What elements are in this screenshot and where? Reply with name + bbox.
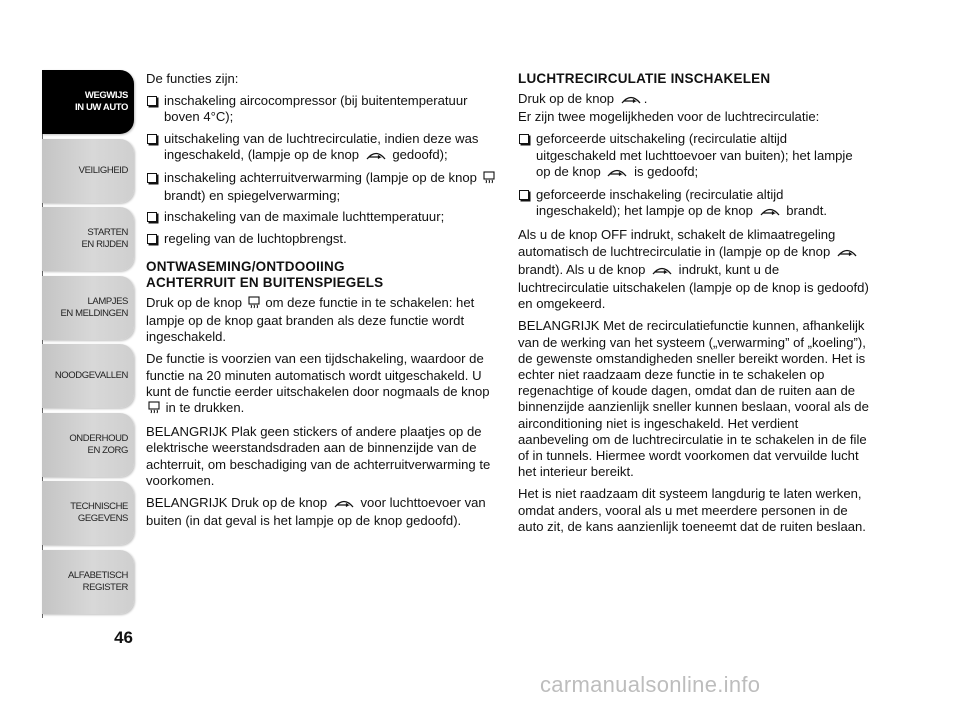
list-item: regeling van de luchtopbrengst. [146, 231, 498, 247]
tab-onderhoud[interactable]: ONDERHOUD EN ZORG [42, 413, 134, 477]
list-item: geforceerde inschakeling (recirculatie altijd ingeschakeld); het lampje op de knop brandt. [518, 187, 870, 221]
recirculation-icon [759, 205, 781, 221]
rear-defrost-icon [148, 401, 160, 418]
paragraph: Het is niet raadzaam dit systeem langdurig te laten werken, omdat anders, vooral als u met meerdere personen in de auto zit, de kans aanzienlijk toeneemt dat de ruiten beslaan. [518, 486, 866, 534]
paragraph: De functie is voorzien van een tijdschakeling, waardoor de functie na 20 minuten automatisch wordt uitgeschakeld. U kunt de functie eerder uitschakelen door nogmaals de knop in te drukken. [146, 351, 498, 418]
function-list [146, 93, 498, 247]
paragraph: Er zijn twee mogelijkheden voor de luchtrecirculatie: [518, 109, 820, 125]
chapter-tabs [42, 70, 134, 618]
list-item: inschakeling van de maximale luchttemperatuur; [146, 209, 498, 225]
paragraph: BELANGRIJK Druk op de knop voor luchttoevoer van buiten (in dat geval is het lampje op de knop gedoofd). [146, 495, 486, 529]
list-item: geforceerde uitschakeling (recirculatie altijd uitgeschakeld met luchttoevoer van buiten); het lampje op de knop is gedoofd; [518, 131, 870, 182]
recirculation-icon [651, 264, 673, 280]
list-item: inschakeling achterruitverwarming (lampje op de knop brandt) en spiegelverwarming; [146, 170, 498, 204]
rear-defrost-icon [483, 171, 495, 188]
section-heading-defrost: ONTWASEMING/ONTDOOIING ACHTERRUIT EN BUITENSPIEGELS [146, 258, 384, 290]
tab-veiligheid[interactable]: VEILIGHEID [42, 139, 134, 203]
paragraph: BELANGRIJK Plak geen stickers of andere plaatjes op de elektrische weerstandsdraden aan de binnenzijde van de achterruit, om beschadiging van de achterruitverwarming te voorkomen. [146, 424, 491, 488]
recirculation-icon [606, 166, 628, 182]
paragraph: Als u de knop OFF indrukt, schakelt de klimaatregeling automatisch de luchtrecirculatie in (lampje op de knop brandt). Als u de knop indrukt, kunt u de luchtrecirculatie uitschakelen (lampje op de knop is gedoofd) en omgekeerd. [518, 227, 869, 312]
right-column [518, 71, 870, 541]
recirculation-icon [836, 246, 858, 262]
tab-alfabetisch[interactable]: ALFABETISCH REGISTER [42, 550, 134, 614]
tab-starten[interactable]: STARTEN EN RIJDEN [42, 207, 134, 271]
recirculation-icon [365, 149, 387, 165]
list-item: inschakeling aircocompressor (bij buitentemperatuur boven 4°C); [146, 93, 498, 125]
tab-noodgevallen[interactable]: NOODGEVALLEN [42, 344, 134, 408]
recirculation-icon [333, 497, 355, 513]
rear-defrost-icon [248, 296, 260, 313]
paragraph: BELANGRIJK Met de recirculatiefunctie kunnen, afhankelijk van de werking van het systeem („verwarming” of „koeling”), de gewenste omstandigheden sneller bereikt worden. Het is echter niet raadzaam deze functie in te schakelen op regenachtige of koude dagen, omdat dan de ruiten aan de binnenzijde aanzienlijk sneller kunnen beslaan, vooral als de airconditioning niet is ingeschakeld. Het verdient aanbeveling om de luchtrecirculatie in te schakelen in de file of in tunnels. Hiermee wordt voorkomen dat vervuilde lucht het interieur bereikt. [518, 318, 869, 480]
intro: De functies zijn: [146, 71, 239, 86]
section-heading-recirculation: LUCHTRECIRCULATIE INSCHAKELEN [518, 71, 771, 86]
page-number: 46 [114, 628, 133, 647]
tab-technische[interactable]: TECHNISCHE GEGEVENS [42, 481, 134, 545]
list-item: uitschakeling van de luchtrecirculatie, indien deze was ingeschakeld, (lampje op de knop gedoofd); [146, 131, 498, 165]
watermark: carmanualsonline.info [540, 672, 761, 697]
paragraph: Druk op de knop om deze functie in te schakelen: het lampje op de knop gaat branden als deze functie wordt ingeschakeld. [146, 294, 475, 345]
paragraph: Druk op de knop . [518, 91, 870, 109]
tab-lampjes[interactable]: LAMPJES EN MELDINGEN [42, 276, 134, 340]
left-column [146, 71, 498, 535]
recirculation-options [518, 131, 870, 221]
tab-wegwijs[interactable]: WEGWIJS IN UW AUTO [42, 70, 134, 134]
recirculation-icon [620, 93, 642, 109]
